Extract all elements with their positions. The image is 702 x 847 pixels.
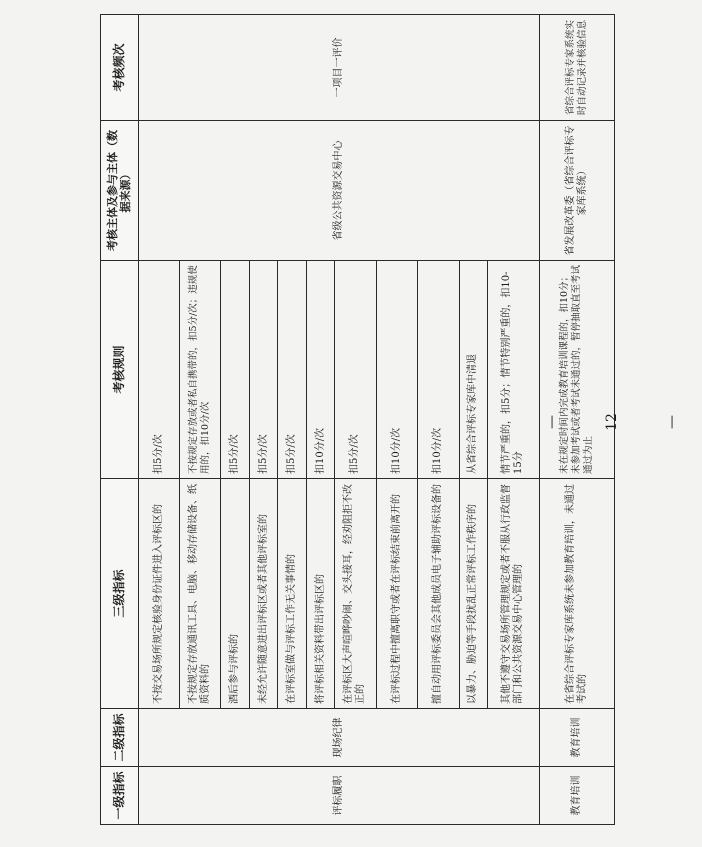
- header-frequency: 考核频次: [101, 15, 139, 121]
- frequency-cell: 一项目一评价: [138, 15, 539, 121]
- rule-cell: 扣10分/次: [306, 261, 334, 479]
- header-subject: 考核主体及参与主体（数据来源）: [101, 121, 139, 261]
- rule-cell: 从省综合评标专家库中清退: [459, 261, 487, 479]
- header-level2: 二级指标: [101, 709, 139, 767]
- rule-cell: 扣5分/次: [249, 261, 277, 479]
- level1-cell: 教育培训: [539, 767, 614, 825]
- header-rules: 考核规则: [101, 261, 139, 479]
- rule-cell: 不按规定存放或者私自携带的，扣5分/次；违规使用的，扣10分/次: [179, 261, 220, 479]
- level3-cell: 将评标相关资料带出评标区的: [306, 479, 334, 709]
- level1-cell: 评标履职: [138, 767, 539, 825]
- rule-cell: 扣10分/次: [376, 261, 417, 479]
- rule-cell: 扣5分/次: [221, 261, 249, 479]
- level3-cell: 未经允许随意进出评标区或者其他评标室的: [249, 479, 277, 709]
- level3-cell: 不按规定存放通讯工具、电脑、移动存储设备、纸质资料的: [179, 479, 220, 709]
- level2-cell: 教育培训: [539, 709, 614, 767]
- level3-cell: 其他不遵守交易场所管理规定或者不服从行政监督部门和公共资源交易中心管理的: [487, 479, 539, 709]
- rule-cell: 扣5分/次: [335, 261, 376, 479]
- rule-cell: 扣5分/次: [278, 261, 306, 479]
- header-row: [101, 15, 139, 825]
- rule-cell: 扣10分/次: [418, 261, 459, 479]
- header-level3: 三级指标: [101, 479, 139, 709]
- header-level1: 一级指标: [101, 767, 139, 825]
- page-number: — 12 —: [544, 413, 680, 431]
- level3-cell: 在评标过程中擅离职守或者在评标结束前离开的: [376, 479, 417, 709]
- level3-cell: 在省综合评标专家库系统未参加教育培训，未通过考试的: [539, 479, 614, 709]
- subject-cell: 省级公共资源交易中心: [138, 121, 539, 261]
- subject-cell: 省发展改革委（省综合评标专家库系统）: [539, 121, 614, 261]
- level3-cell: 在评标室做与评标工作无关事情的: [278, 479, 306, 709]
- frequency-cell: 省综合评标专家系统实时自动记录并核验信息: [539, 15, 614, 121]
- level3-cell: 不按交易场所规定核验身份证件进入评标区的: [138, 479, 179, 709]
- rule-cell: 未在规定时间内完成教育培训课程的，扣10分；未参加考试或者考试未通过的，暂停抽取直至考试通过为止: [539, 261, 614, 479]
- level3-cell: 酒后参与评标的: [221, 479, 249, 709]
- level2-cell: 现场纪律: [138, 709, 539, 767]
- rule-cell: 扣5分/次: [138, 261, 179, 479]
- rule-cell: 情节严重的，扣5分；情节特别严重的，扣10-15分: [487, 261, 539, 479]
- level3-cell: 以暴力、胁迫等手段扰乱正常评标工作秩序的: [459, 479, 487, 709]
- level3-cell: 在评标区大声喧哗吵闹、交头接耳，经劝阻拒不改正的: [335, 479, 376, 709]
- level3-cell: 擅自动用评标委员会其他成员电子辅助评标设备的: [418, 479, 459, 709]
- table-row: [138, 15, 179, 825]
